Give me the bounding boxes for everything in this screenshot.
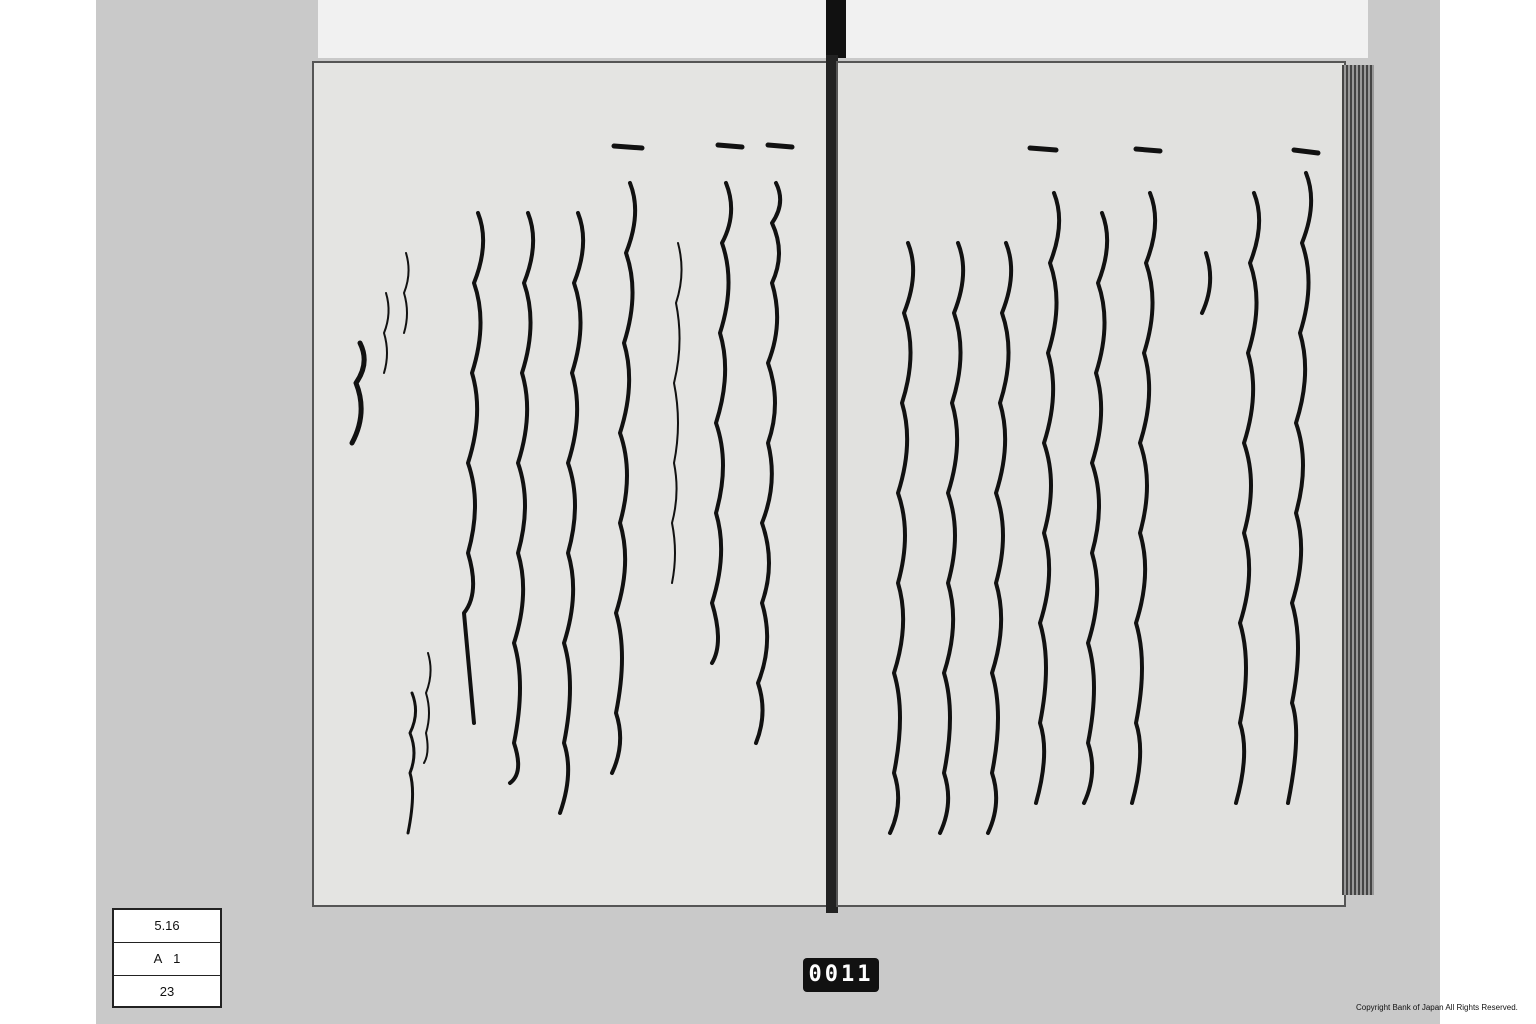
script-column bbox=[560, 213, 583, 813]
label-line-2: A 1 bbox=[114, 943, 220, 976]
script-column bbox=[1236, 193, 1259, 803]
left-page-handwriting bbox=[314, 63, 830, 909]
script-column bbox=[756, 183, 780, 743]
script-column bbox=[612, 183, 635, 773]
right-page-handwriting bbox=[838, 63, 1348, 909]
script-column bbox=[1036, 193, 1059, 803]
left-page bbox=[312, 61, 828, 907]
script-column-short bbox=[1202, 253, 1210, 313]
address-line bbox=[424, 653, 431, 763]
top-page-strip bbox=[318, 0, 1368, 58]
item-mark bbox=[718, 145, 742, 147]
date-line bbox=[404, 253, 409, 333]
script-column bbox=[1288, 173, 1311, 803]
item-mark bbox=[1294, 150, 1318, 153]
script-column bbox=[464, 213, 483, 723]
script-column-small bbox=[672, 243, 682, 583]
signature-goyakusho bbox=[352, 343, 364, 443]
right-page bbox=[836, 61, 1346, 907]
open-book bbox=[312, 55, 1376, 915]
label-line-3: 23 bbox=[159, 984, 175, 999]
script-column bbox=[988, 243, 1011, 833]
item-mark bbox=[768, 145, 792, 147]
script-column bbox=[712, 183, 731, 663]
archive-label-card bbox=[112, 908, 222, 1008]
label-line-1: 5.16 bbox=[114, 910, 220, 943]
script-column bbox=[510, 213, 533, 783]
frame-number: 0011 bbox=[803, 958, 879, 992]
item-mark bbox=[1030, 148, 1056, 150]
item-mark bbox=[1136, 149, 1160, 151]
script-column bbox=[940, 243, 963, 833]
page-edges bbox=[1342, 65, 1374, 895]
script-column bbox=[1084, 213, 1107, 803]
address-signature bbox=[408, 693, 416, 833]
office-line bbox=[384, 293, 389, 373]
book-spine bbox=[826, 0, 846, 58]
copyright-notice: Copyright Bank of Japan All Rights Reserved. bbox=[1356, 1003, 1518, 1012]
item-mark bbox=[614, 146, 642, 148]
script-column bbox=[1132, 193, 1155, 803]
script-column bbox=[890, 243, 913, 833]
